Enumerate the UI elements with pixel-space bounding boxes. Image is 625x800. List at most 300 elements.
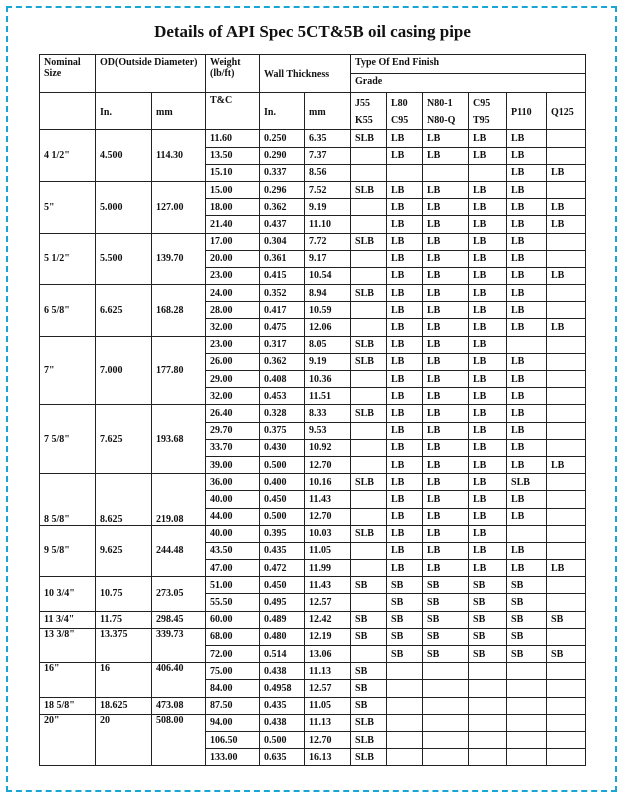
grade-j55-cell <box>351 542 387 559</box>
grade-c95-cell: LB <box>469 525 507 542</box>
grade-l80-cell: LB <box>387 388 423 405</box>
wall-mm-cell: 11.51 <box>305 388 351 405</box>
grade-l80-cell: LB <box>387 371 423 388</box>
wall-mm-cell: 9.17 <box>305 250 351 267</box>
wall-mm-cell: 11.05 <box>305 697 351 714</box>
grade-p110-cell: SB <box>507 628 547 645</box>
wall-mm-cell: 12.57 <box>305 594 351 611</box>
grade-p110-cell <box>507 336 547 353</box>
weight-cell: 29.00 <box>206 371 260 388</box>
weight-cell: 40.00 <box>206 525 260 542</box>
grade-l80-cell <box>387 164 423 181</box>
weight-cell: 18.00 <box>206 199 260 216</box>
grade-l80-cell: LB <box>387 130 423 147</box>
weight-cell: 39.00 <box>206 456 260 473</box>
wall-in-cell: 0.328 <box>260 405 305 422</box>
grade-c95-cell: LB <box>469 439 507 456</box>
weight-cell: 133.00 <box>206 749 260 766</box>
table-row <box>40 697 586 714</box>
grade-j55-cell <box>351 508 387 525</box>
od-mm-cell: 114.30 <box>152 130 206 182</box>
grade-q125-cell <box>547 302 586 319</box>
grade-q125-cell <box>547 405 586 422</box>
grade-l80-cell: LB <box>387 405 423 422</box>
grade-q125-cell: LB <box>547 164 586 181</box>
grade-c95-cell <box>469 731 507 748</box>
wall-mm-cell: 16.13 <box>305 749 351 766</box>
wall-in-cell: 0.472 <box>260 560 305 577</box>
wall-in-cell: 0.430 <box>260 439 305 456</box>
nominal-size-cell: 8 5/8" <box>40 474 96 526</box>
wall-in-cell: 0.450 <box>260 491 305 508</box>
grade-q125-cell <box>547 422 586 439</box>
grade-p110-cell <box>507 525 547 542</box>
grade-c95-cell: LB <box>469 319 507 336</box>
grade-p110-cell: LB <box>507 164 547 181</box>
wall-mm-cell: 11.43 <box>305 577 351 594</box>
wall-in-cell: 0.480 <box>260 628 305 645</box>
grade-j55-cell: SLB <box>351 405 387 422</box>
grade-n80-cell <box>423 749 469 766</box>
grade-n80-cell: LB <box>423 267 469 284</box>
grade-n80-cell <box>423 164 469 181</box>
od-in-cell: 20 <box>96 714 152 766</box>
table-row <box>40 285 586 302</box>
grade-q125-cell: LB <box>547 319 586 336</box>
grade-p110-cell <box>507 680 547 697</box>
weight-cell: 44.00 <box>206 508 260 525</box>
grade-j55-cell <box>351 216 387 233</box>
weight-cell: 29.70 <box>206 422 260 439</box>
weight-cell: 40.00 <box>206 491 260 508</box>
grade-j55-cell <box>351 594 387 611</box>
grade-n80-cell: LB <box>423 525 469 542</box>
grade-c95-label: C95 T95 <box>473 98 491 127</box>
header-empty <box>40 93 96 130</box>
wall-mm-cell: 11.13 <box>305 714 351 731</box>
grade-c95-cell: LB <box>469 388 507 405</box>
grade-q125-cell: LB <box>547 267 586 284</box>
grade-c95-cell: SB <box>469 611 507 628</box>
grade-l80-cell: SB <box>387 628 423 645</box>
grade-n80-cell: LB <box>423 422 469 439</box>
wall-in-cell: 0.362 <box>260 199 305 216</box>
grade-c95-cell: LB <box>469 267 507 284</box>
grade-c95-cell: LB <box>469 216 507 233</box>
grade-l80-cell: LB <box>387 525 423 542</box>
grade-c95-cell: LB <box>469 302 507 319</box>
weight-cell: 84.00 <box>206 680 260 697</box>
weight-cell: 11.60 <box>206 130 260 147</box>
wall-in-cell: 0.438 <box>260 714 305 731</box>
grade-j55-cell <box>351 319 387 336</box>
grade-p110-cell: LB <box>507 508 547 525</box>
nominal-size-cell: 13 3/8" <box>40 628 96 662</box>
grade-n80-label: N80-1 N80-Q <box>427 98 456 127</box>
grade-n80-cell: SB <box>423 646 469 663</box>
grade-q125-cell <box>547 508 586 525</box>
header-grade-q125: Q125 <box>547 93 586 130</box>
grade-c95-cell: LB <box>469 560 507 577</box>
wall-mm-cell: 12.70 <box>305 731 351 748</box>
header-wall-thickness: Wall Thickness <box>260 55 351 93</box>
grade-n80-cell: LB <box>423 371 469 388</box>
grade-l80-cell: LB <box>387 285 423 302</box>
wall-in-cell: 0.4958 <box>260 680 305 697</box>
od-mm-cell: 406.40 <box>152 663 206 697</box>
grade-j55-cell: SB <box>351 628 387 645</box>
wall-mm-cell: 12.06 <box>305 319 351 336</box>
grade-p110-cell <box>507 714 547 731</box>
od-mm-cell: 339.73 <box>152 628 206 662</box>
grade-l80-cell: LB <box>387 199 423 216</box>
grade-q125-cell: LB <box>547 216 586 233</box>
od-mm-cell: 219.08 <box>152 474 206 526</box>
weight-cell: 94.00 <box>206 714 260 731</box>
table-row <box>40 525 586 542</box>
wall-mm-cell: 12.42 <box>305 611 351 628</box>
grade-j55-cell: SB <box>351 697 387 714</box>
header-od-mm: mm <box>152 93 206 130</box>
grade-c95-cell: SB <box>469 577 507 594</box>
grade-c95-cell: LB <box>469 405 507 422</box>
grade-c95-cell <box>469 680 507 697</box>
weight-cell: 47.00 <box>206 560 260 577</box>
grade-q125-cell <box>547 285 586 302</box>
table-row <box>40 181 586 198</box>
grade-q125-cell <box>547 439 586 456</box>
od-in-cell: 8.625 <box>96 474 152 526</box>
header-grade-l80 <box>387 93 423 130</box>
wall-in-cell: 0.362 <box>260 353 305 370</box>
grade-l80-cell <box>387 731 423 748</box>
grade-l80-cell: LB <box>387 336 423 353</box>
grade-c95-cell: SB <box>469 594 507 611</box>
grade-l80-cell: SB <box>387 594 423 611</box>
grade-n80-cell: LB <box>423 285 469 302</box>
grade-p110-cell: LB <box>507 267 547 284</box>
header-tc: T&C <box>206 93 260 130</box>
header-end-finish: Type Of End Finish <box>351 55 586 74</box>
wall-mm-cell: 11.10 <box>305 216 351 233</box>
od-in-cell: 7.000 <box>96 336 152 405</box>
wall-in-cell: 0.435 <box>260 697 305 714</box>
grade-q125-cell <box>547 130 586 147</box>
grade-n80-cell: LB <box>423 336 469 353</box>
header-weight: Weight (lb/ft) <box>206 55 260 93</box>
grade-l80-cell: SB <box>387 646 423 663</box>
grade-n80-cell: LB <box>423 181 469 198</box>
grade-q125-cell <box>547 336 586 353</box>
grade-n80-cell <box>423 714 469 731</box>
od-in-cell: 4.500 <box>96 130 152 182</box>
weight-cell: 13.50 <box>206 147 260 164</box>
wall-in-cell: 0.361 <box>260 250 305 267</box>
grade-p110-cell: LB <box>507 147 547 164</box>
grade-l80-cell: LB <box>387 474 423 491</box>
nominal-size-cell: 11 3/4" <box>40 611 96 628</box>
weight-cell: 21.40 <box>206 216 260 233</box>
grade-l80-label: L80 C95 <box>391 98 409 127</box>
od-in-cell: 11.75 <box>96 611 152 628</box>
wall-mm-cell: 8.33 <box>305 405 351 422</box>
grade-j55-cell: SLB <box>351 749 387 766</box>
grade-c95-cell <box>469 663 507 680</box>
grade-q125-cell <box>547 594 586 611</box>
grade-c95-cell: LB <box>469 456 507 473</box>
grade-p110-cell: LB <box>507 422 547 439</box>
wall-mm-cell: 10.03 <box>305 525 351 542</box>
wall-mm-cell: 12.19 <box>305 628 351 645</box>
table-row <box>40 577 586 594</box>
grade-p110-cell: LB <box>507 388 547 405</box>
grade-j55-cell <box>351 422 387 439</box>
grade-n80-cell: LB <box>423 233 469 250</box>
grade-c95-cell: SB <box>469 646 507 663</box>
grade-n80-cell: LB <box>423 147 469 164</box>
weight-cell: 32.00 <box>206 319 260 336</box>
grade-q125-cell <box>547 233 586 250</box>
nominal-size-cell: 4 1/2" <box>40 130 96 182</box>
wall-in-cell: 0.408 <box>260 371 305 388</box>
grade-p110-cell: LB <box>507 560 547 577</box>
weight-cell: 32.00 <box>206 388 260 405</box>
grade-p110-cell: LB <box>507 542 547 559</box>
od-in-cell: 13.375 <box>96 628 152 662</box>
table-row <box>40 336 586 353</box>
wall-in-cell: 0.435 <box>260 542 305 559</box>
wall-in-cell: 0.290 <box>260 147 305 164</box>
grade-n80-cell: LB <box>423 542 469 559</box>
wall-in-cell: 0.437 <box>260 216 305 233</box>
grade-c95-cell: LB <box>469 199 507 216</box>
grade-n80-cell: SB <box>423 594 469 611</box>
table-row <box>40 130 586 147</box>
grade-l80-cell: LB <box>387 422 423 439</box>
grade-l80-cell: LB <box>387 267 423 284</box>
grade-c95-cell: LB <box>469 233 507 250</box>
grade-c95-cell: LB <box>469 474 507 491</box>
wall-mm-cell: 9.53 <box>305 422 351 439</box>
od-mm-cell: 139.70 <box>152 233 206 285</box>
wall-mm-cell: 10.16 <box>305 474 351 491</box>
od-mm-cell: 193.68 <box>152 405 206 474</box>
grade-j55-cell: SLB <box>351 336 387 353</box>
grade-j55-cell: SLB <box>351 714 387 731</box>
wall-mm-cell: 7.52 <box>305 181 351 198</box>
grade-l80-cell: SB <box>387 577 423 594</box>
grade-n80-cell: LB <box>423 456 469 473</box>
grade-p110-cell <box>507 749 547 766</box>
wall-in-cell: 0.500 <box>260 731 305 748</box>
weight-cell: 15.00 <box>206 181 260 198</box>
grade-n80-cell: LB <box>423 250 469 267</box>
grade-p110-cell: LB <box>507 353 547 370</box>
grade-l80-cell <box>387 680 423 697</box>
grade-j55-cell <box>351 388 387 405</box>
wall-in-cell: 0.317 <box>260 336 305 353</box>
grade-p110-cell: LB <box>507 130 547 147</box>
nominal-size-cell: 16" <box>40 663 96 697</box>
wall-mm-cell: 8.56 <box>305 164 351 181</box>
grade-c95-cell: SB <box>469 628 507 645</box>
grade-p110-cell: LB <box>507 456 547 473</box>
weight-cell: 43.50 <box>206 542 260 559</box>
nominal-size-cell: 9 5/8" <box>40 525 96 577</box>
grade-c95-cell: LB <box>469 508 507 525</box>
grade-j55-cell: SLB <box>351 474 387 491</box>
od-mm-cell: 508.00 <box>152 714 206 766</box>
grade-c95-cell <box>469 749 507 766</box>
grade-p110-cell <box>507 697 547 714</box>
nominal-size-cell: 10 3/4" <box>40 577 96 611</box>
nominal-size-cell: 7 5/8" <box>40 405 96 474</box>
wall-mm-cell: 10.59 <box>305 302 351 319</box>
grade-p110-cell: LB <box>507 216 547 233</box>
grade-c95-cell: LB <box>469 181 507 198</box>
wall-mm-cell: 10.54 <box>305 267 351 284</box>
grade-p110-cell: SB <box>507 611 547 628</box>
grade-j55-cell: SLB <box>351 525 387 542</box>
wall-mm-cell: 9.19 <box>305 353 351 370</box>
grade-c95-cell: LB <box>469 371 507 388</box>
wall-in-cell: 0.438 <box>260 663 305 680</box>
wall-in-cell: 0.489 <box>260 611 305 628</box>
grade-p110-cell: LB <box>507 319 547 336</box>
grade-n80-cell: LB <box>423 560 469 577</box>
wall-mm-cell: 12.57 <box>305 680 351 697</box>
grade-q125-cell <box>547 542 586 559</box>
od-mm-cell: 168.28 <box>152 285 206 337</box>
wall-in-cell: 0.395 <box>260 525 305 542</box>
grade-j55-cell <box>351 267 387 284</box>
grade-j55-cell <box>351 646 387 663</box>
wall-in-cell: 0.375 <box>260 422 305 439</box>
grade-l80-cell: LB <box>387 491 423 508</box>
grade-q125-cell: LB <box>547 560 586 577</box>
grade-p110-cell: SB <box>507 646 547 663</box>
wall-in-cell: 0.475 <box>260 319 305 336</box>
grade-l80-cell <box>387 697 423 714</box>
wall-mm-cell: 8.94 <box>305 285 351 302</box>
grade-p110-cell: SB <box>507 577 547 594</box>
grade-j55-cell: SLB <box>351 130 387 147</box>
grade-p110-cell: LB <box>507 371 547 388</box>
grade-l80-cell: LB <box>387 542 423 559</box>
nominal-size-cell: 5" <box>40 181 96 233</box>
table-row <box>40 405 586 422</box>
od-in-cell: 18.625 <box>96 697 152 714</box>
grade-n80-cell <box>423 731 469 748</box>
grade-c95-cell: LB <box>469 353 507 370</box>
wall-mm-cell: 9.19 <box>305 199 351 216</box>
nominal-size-cell: 6 5/8" <box>40 285 96 337</box>
grade-q125-cell <box>547 388 586 405</box>
grade-q125-cell: SB <box>547 611 586 628</box>
weight-cell: 33.70 <box>206 439 260 456</box>
nominal-size-cell: 18 5/8" <box>40 697 96 714</box>
grade-q125-cell <box>547 491 586 508</box>
grade-j55-cell: SB <box>351 611 387 628</box>
grade-j55-cell: SLB <box>351 181 387 198</box>
header-row-1 <box>40 55 586 74</box>
grade-q125-cell <box>547 749 586 766</box>
wall-in-cell: 0.495 <box>260 594 305 611</box>
grade-p110-cell: LB <box>507 181 547 198</box>
grade-p110-cell: LB <box>507 199 547 216</box>
grade-l80-cell: LB <box>387 147 423 164</box>
grade-q125-cell <box>547 663 586 680</box>
grade-c95-cell <box>469 714 507 731</box>
wall-in-cell: 0.450 <box>260 577 305 594</box>
od-mm-cell: 273.05 <box>152 577 206 611</box>
grade-p110-cell: LB <box>507 233 547 250</box>
header-grade-j55 <box>351 93 387 130</box>
grade-n80-cell: SB <box>423 611 469 628</box>
grade-n80-cell <box>423 680 469 697</box>
grade-q125-cell <box>547 680 586 697</box>
grade-c95-cell: LB <box>469 542 507 559</box>
grade-n80-cell: LB <box>423 508 469 525</box>
grade-j55-cell <box>351 371 387 388</box>
table-row <box>40 233 586 250</box>
wall-mm-cell: 12.70 <box>305 508 351 525</box>
grade-c95-cell: LB <box>469 336 507 353</box>
grade-q125-cell <box>547 181 586 198</box>
grade-j55-cell: SB <box>351 680 387 697</box>
grade-p110-cell <box>507 731 547 748</box>
grade-p110-cell: SB <box>507 594 547 611</box>
grade-n80-cell: LB <box>423 405 469 422</box>
wall-in-cell: 0.250 <box>260 130 305 147</box>
od-mm-cell: 298.45 <box>152 611 206 628</box>
grade-n80-cell: SB <box>423 628 469 645</box>
grade-c95-cell: LB <box>469 491 507 508</box>
grade-q125-cell <box>547 353 586 370</box>
weight-cell: 26.40 <box>206 405 260 422</box>
grade-q125-cell <box>547 371 586 388</box>
weight-cell: 36.00 <box>206 474 260 491</box>
grade-n80-cell: LB <box>423 474 469 491</box>
grade-n80-cell: LB <box>423 491 469 508</box>
wall-mm-cell: 11.43 <box>305 491 351 508</box>
od-in-cell: 7.625 <box>96 405 152 474</box>
weight-cell: 20.00 <box>206 250 260 267</box>
weight-cell: 17.00 <box>206 233 260 250</box>
grade-n80-cell: LB <box>423 302 469 319</box>
header-wall-in: In. <box>260 93 305 130</box>
grade-q125-cell <box>547 250 586 267</box>
wall-mm-cell: 7.72 <box>305 233 351 250</box>
grade-l80-cell: LB <box>387 319 423 336</box>
grade-j55-label: J55 K55 <box>355 98 373 127</box>
nominal-size-cell: 7" <box>40 336 96 405</box>
grade-j55-cell <box>351 491 387 508</box>
grade-j55-cell: SLB <box>351 233 387 250</box>
grade-l80-cell: LB <box>387 508 423 525</box>
grade-p110-cell: LB <box>507 405 547 422</box>
grade-l80-cell: SB <box>387 611 423 628</box>
grade-q125-cell <box>547 147 586 164</box>
grade-c95-cell: LB <box>469 250 507 267</box>
wall-mm-cell: 11.13 <box>305 663 351 680</box>
weight-cell: 72.00 <box>206 646 260 663</box>
grade-l80-cell <box>387 714 423 731</box>
casing-spec-table <box>39 54 586 766</box>
grade-l80-cell: LB <box>387 456 423 473</box>
weight-cell: 60.00 <box>206 611 260 628</box>
header-grade-n80 <box>423 93 469 130</box>
